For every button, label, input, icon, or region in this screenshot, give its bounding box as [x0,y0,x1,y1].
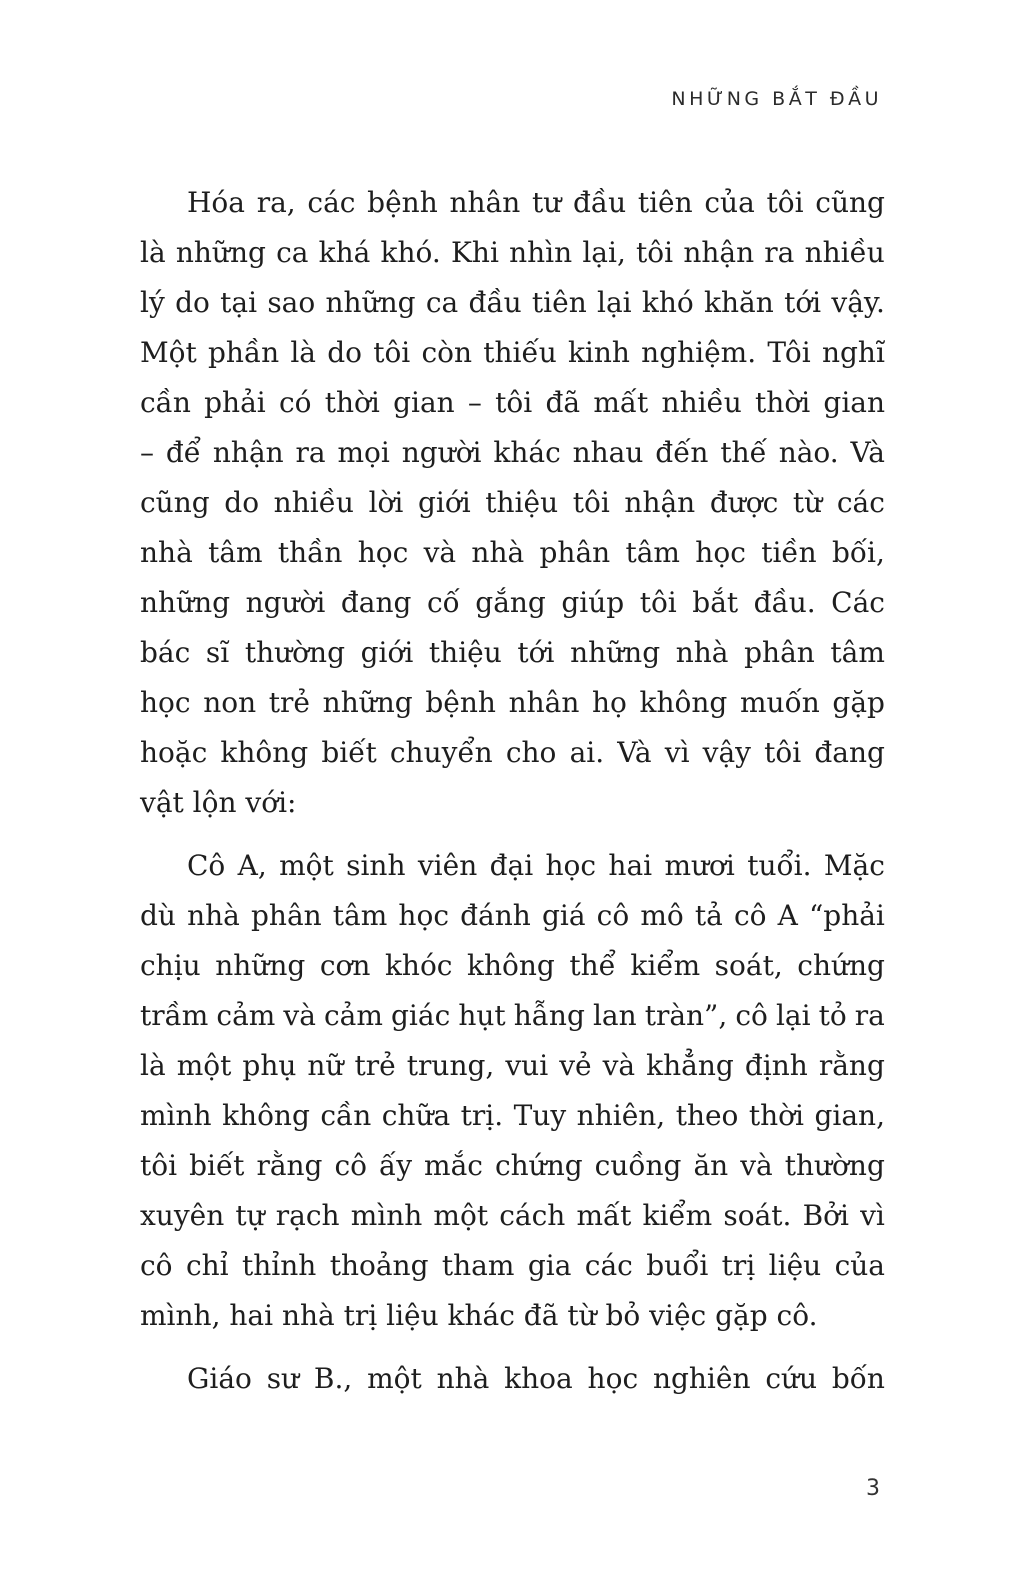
text-line: mình, hai nhà trị liệu khác đã từ bỏ việc gặp cô. [140,1299,818,1332]
text-line: – để nhận ra mọi người khác nhau đến thế nào. Và [140,436,885,469]
text-line: nhà tâm thần học và nhà phân tâm học tiền bối, [140,536,885,569]
text-line: chịu những cơn khóc không thể kiểm soát, chứng [140,949,885,982]
text-line: Cô A, một sinh viên đại học hai mươi tuổi. Mặc [187,849,885,882]
text-line: bác sĩ thường giới thiệu tới những nhà phân tâm [140,636,885,669]
text-line: học non trẻ những bệnh nhân họ không muốn gặp [140,686,885,719]
text-line: trầm cảm và cảm giác hụt hẫng lan tràn”, cô lại tỏ ra [140,999,885,1032]
text-line: cũng do nhiều lời giới thiệu tôi nhận được từ các [140,486,885,519]
text-line: những người đang cố gắng giúp tôi bắt đầu. Các [140,586,885,619]
text-line: xuyên tự rạch mình một cách mất kiểm soát. Bởi vì [140,1199,885,1232]
text-line: vật lộn với: [140,786,297,819]
text-line: dù nhà phân tâm học đánh giá cô mô tả cô A “phải [140,899,885,932]
page-number: 3 [866,1476,880,1501]
paragraph [140,1362,885,1412]
text-line: cần phải có thời gian – tôi đã mất nhiều thời gian [140,386,885,419]
text-line: Hóa ra, các bệnh nhân tư đầu tiên của tôi cũng [187,186,885,219]
text-block [140,186,885,1412]
text-line: lý do tại sao những ca đầu tiên lại khó khăn tới vậy. [140,286,885,319]
running-header: NHỮNG BẮT ĐẦU [671,88,882,110]
paragraph [140,186,885,836]
text-line: là một phụ nữ trẻ trung, vui vẻ và khẳng định rằng [140,1049,885,1082]
paragraph [140,849,885,1349]
text-line: là những ca khá khó. Khi nhìn lại, tôi nhận ra nhiều [140,236,885,269]
text-line: tôi biết rằng cô ấy mắc chứng cuồng ăn và thường [140,1149,885,1182]
text-line: cô chỉ thỉnh thoảng tham gia các buổi trị liệu của [140,1249,885,1282]
text-line: Một phần là do tôi còn thiếu kinh nghiệm. Tôi nghĩ [140,336,885,369]
text-line: Giáo sư B., một nhà khoa học nghiên cứu bốn [187,1362,885,1395]
text-line: hoặc không biết chuyển cho ai. Và vì vậy tôi đang [140,736,885,769]
text-line: mình không cần chữa trị. Tuy nhiên, theo thời gian, [140,1099,885,1132]
